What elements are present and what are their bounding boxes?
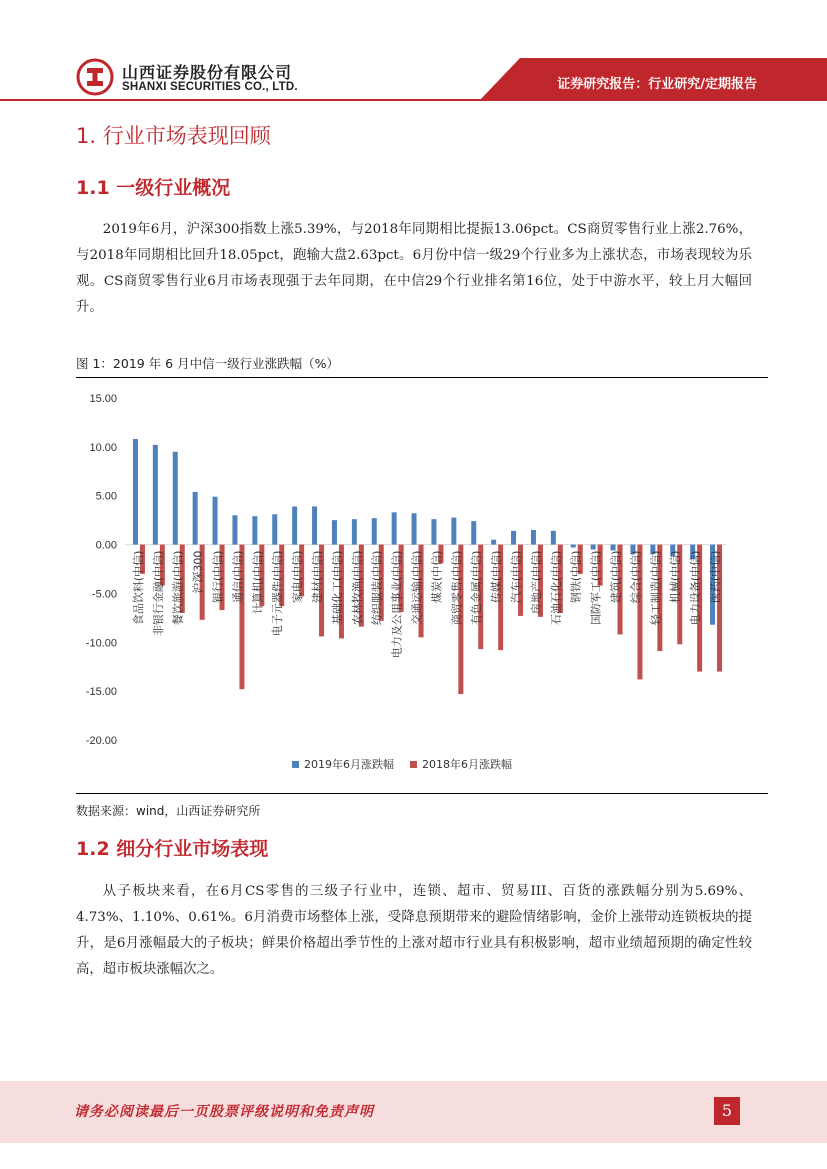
figure-title: 图 1：2019 年 6 月中信一级行业涨跌幅（%） [76,356,339,371]
subsection-title-1-1: 1.1 一级行业概况 [76,177,231,199]
bar-2019 [153,445,158,545]
figure-source: 数据来源：wind，山西证券研究所 [76,804,261,818]
bar-2019 [352,519,357,544]
page-header [0,0,827,110]
bar-2019 [431,519,436,544]
category-label: 纺织服装(中信) [370,550,384,626]
bar-2019 [392,512,397,544]
bar-2019 [213,497,218,545]
category-label: 通信(中信) [231,550,245,604]
industry-returns-chart [76,382,768,792]
subsection-title-1-2: 1.2 细分行业市场表现 [76,838,269,860]
bar-2019 [511,531,516,545]
y-tick-label: 15.00 [89,393,117,405]
paragraph-sub-industry: 从子板块来看，在6月CS零售的三级子行业中，连锁、超市、贸易III、百货的涨跌幅分别为5.69%、4.73%、1.10%、0.61%。6月消费市场整体上涨，受降息预期带来的避险情绪影响，金价上涨带动连锁板块的提升，是6月涨幅最大的子板块；鲜果价格超出季节性的上涨对超市行业具有积极影响，超市业绩超预期的确定性较高，超市板块涨幅次之。 [76,884,752,977]
category-label: 电力设备(中信) [689,550,703,626]
bar-2019 [252,516,257,544]
category-label: 建材(中信) [311,550,325,604]
bar-2019 [332,520,337,544]
bar-2019 [272,514,277,544]
y-tick-label: 10.00 [89,441,117,454]
bar-2019 [412,513,417,544]
category-label: 电子元器件(中信) [271,550,285,637]
company-logo-icon [76,58,114,96]
bar-2019 [591,545,596,550]
page-number: 5 [714,1097,740,1125]
y-tick-label: -15.00 [85,686,117,699]
legend-swatch-2019 [292,761,299,768]
bar-2019 [372,518,377,544]
category-label: 家电(中信) [291,550,305,604]
category-label: 计算机(中信) [251,550,265,615]
y-tick-label: 5.00 [95,490,117,503]
bar-2019 [571,545,576,548]
company-name-en: SHANXI SECURITIES CO., LTD. [122,81,298,93]
category-label: 传媒(中信) [490,550,504,604]
category-label: 商贸零售(中信) [450,550,464,626]
y-tick-label: 0.00 [95,539,117,552]
category-label: 医药(中信) [709,550,723,604]
header-band [0,0,827,110]
figure-top-rule [76,377,768,378]
section-title: 1. 行业市场表现回顾 [76,124,271,148]
category-label: 综合(中信) [629,550,643,604]
y-tick-label: -20.00 [85,735,117,747]
bar-2019 [133,439,138,545]
report-type: 证券研究报告：行业研究/定期报告 [557,77,757,92]
category-label: 机械(中信) [669,550,683,604]
y-tick-label: -5.00 [91,588,117,601]
bar-2019 [531,530,536,545]
bar-2019 [193,492,198,545]
bar-2019 [611,545,616,551]
bar-2019 [551,531,556,545]
category-label: 房地产(中信) [529,550,543,615]
bar-2019 [292,506,297,544]
disclaimer-link[interactable]: 请务必阅读最后一页股票评级说明和免责声明 [74,1104,374,1120]
category-label: 交通运输(中信) [410,550,424,626]
bar-2019 [491,540,496,545]
category-label: 银行(中信) [211,550,225,604]
category-label: 沪深300 [191,550,205,594]
legend-label-2018: 2018年6月涨跌幅 [422,758,512,771]
category-label: 非银行金融(中信) [151,550,165,637]
bar-2019 [471,521,476,544]
category-label: 钢铁(中信) [569,550,583,604]
figure-bottom-rule [76,793,768,794]
legend-label-2019: 2019年6月涨跌幅 [304,758,394,771]
category-label: 电力及公用事业(中信) [390,550,404,659]
y-tick-label: -10.00 [85,637,117,650]
category-label: 食品饮料(中信) [131,550,145,626]
category-label: 有色金属(中信) [470,550,484,626]
company-name-cn: 山西证券股份有限公司 [122,63,293,82]
bar-2019 [232,515,237,544]
bar-2019 [173,452,178,545]
category-label: 石油石化(中信) [549,550,563,626]
category-label: 国防军工(中信) [589,550,603,626]
category-label: 农林牧渔(中信) [350,550,364,626]
category-label: 煤炭(中信) [430,550,444,604]
legend-swatch-2018 [410,761,417,768]
category-label: 餐饮旅游(中信) [171,550,185,626]
bar-2019 [451,518,456,545]
category-label: 基础化工(中信) [330,550,344,626]
bar-2019 [312,506,317,544]
category-label: 建筑(中信) [609,550,623,604]
paragraph-industry-overview: 2019年6月，沪深300指数上涨5.39%，与2018年同期相比提振13.06pct。CS商贸零售行业上涨2.76%，与2018年同期相比回升18.05pct，跑输大盘2.63pct。6月份中信一级29个行业多为上涨状态，市场表现较为乐观。CS商贸零售行业6月市场表现强于去年同期，在中信29个行业排名第16位，处于中游水平，较上月大幅回升。 [76,222,752,315]
category-label: 轻工制造(中信) [649,550,663,626]
category-label: 汽车(中信) [510,550,524,604]
